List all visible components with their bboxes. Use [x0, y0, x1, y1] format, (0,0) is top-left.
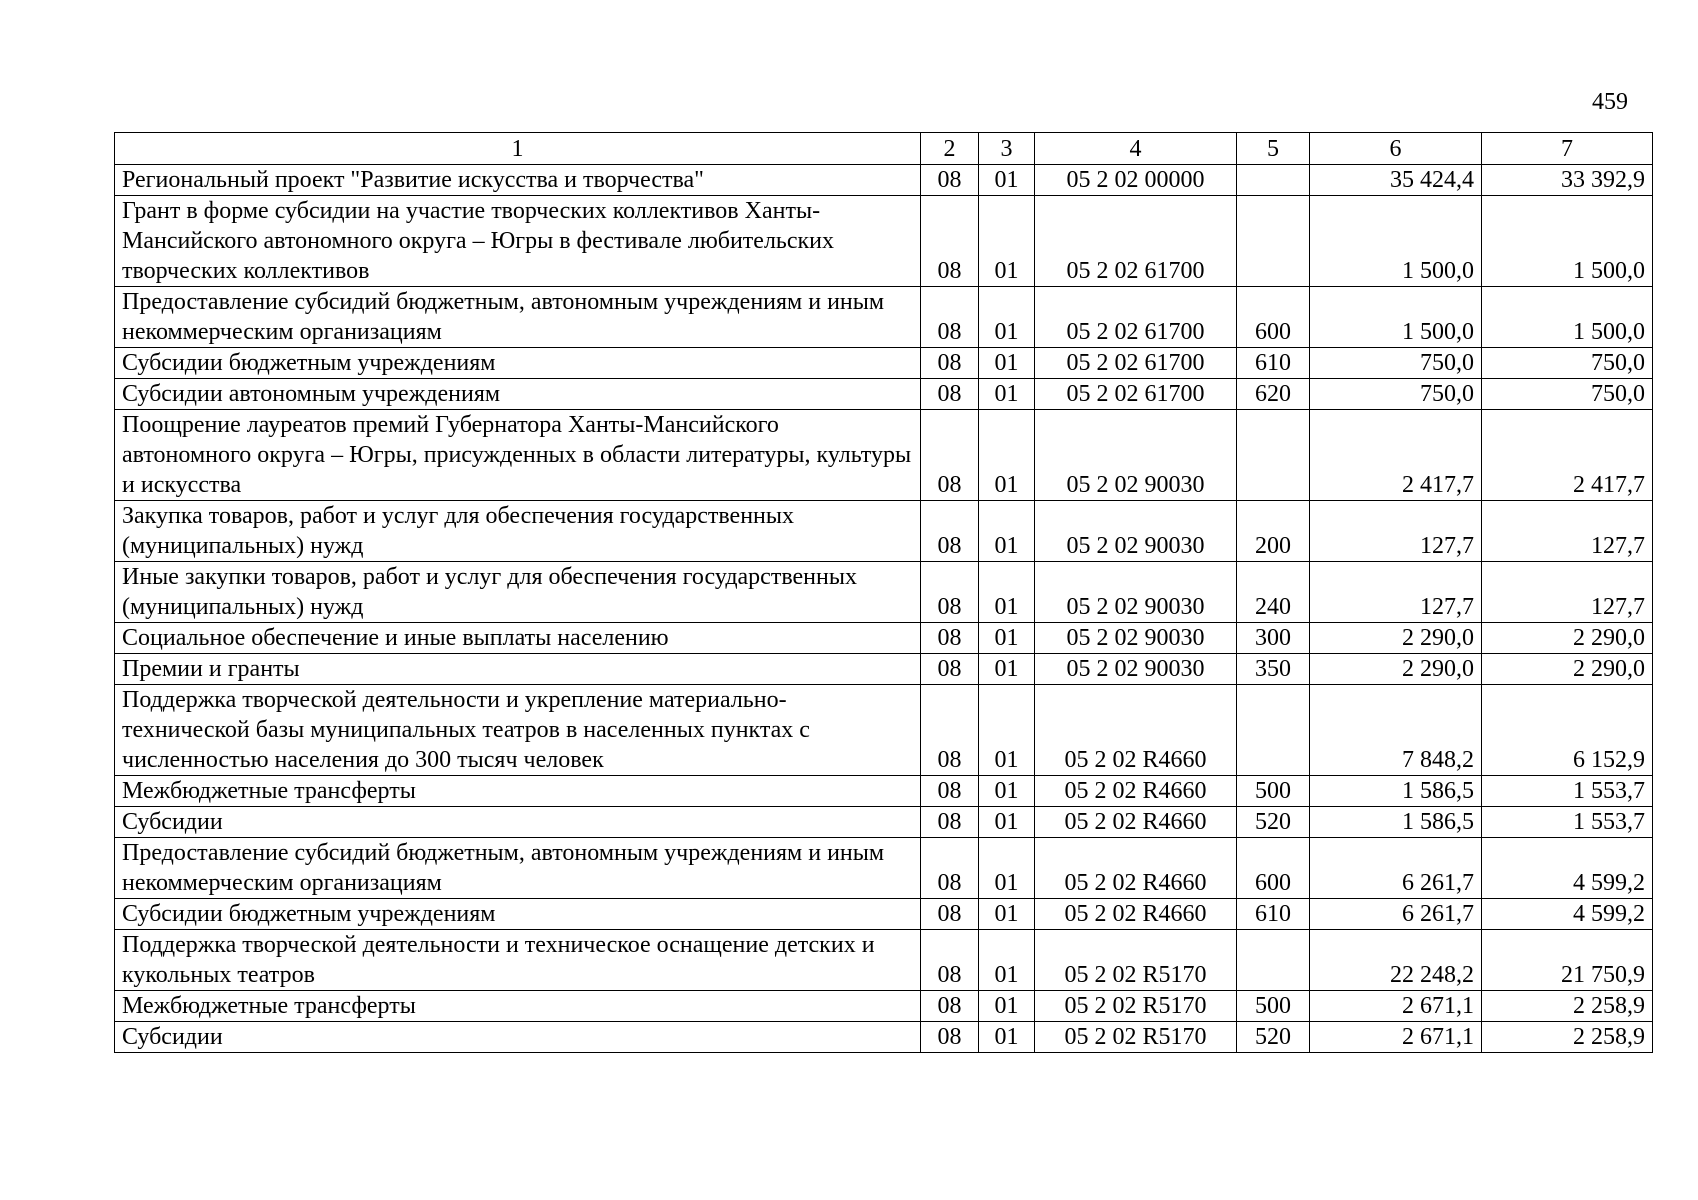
target-code-cell: 05 2 02 R4660	[1035, 899, 1237, 930]
amount-cell-7: 33 392,9	[1482, 165, 1653, 196]
section-cell: 08	[921, 287, 979, 348]
name-cell: Поддержка творческой деятельности и техническое оснащение детских и кукольных театров	[115, 930, 921, 991]
column-header-3: 3	[979, 133, 1035, 165]
amount-cell-7: 4 599,2	[1482, 838, 1653, 899]
target-code-cell: 05 2 02 R4660	[1035, 776, 1237, 807]
table-body	[115, 165, 1653, 1053]
target-code-cell: 05 2 02 61700	[1035, 196, 1237, 287]
amount-cell-6: 127,7	[1310, 501, 1482, 562]
section-cell: 08	[921, 930, 979, 991]
table-row	[115, 348, 1653, 379]
column-header-6: 6	[1310, 133, 1482, 165]
column-header-4: 4	[1035, 133, 1237, 165]
target-code-cell: 05 2 02 R4660	[1035, 685, 1237, 776]
amount-cell-6: 2 417,7	[1310, 410, 1482, 501]
name-cell: Субсидии	[115, 807, 921, 838]
target-code-cell: 05 2 02 R4660	[1035, 838, 1237, 899]
subsection-cell: 01	[979, 930, 1035, 991]
expense-type-cell: 500	[1237, 776, 1310, 807]
header-row	[115, 133, 1653, 165]
amount-cell-6: 1 586,5	[1310, 776, 1482, 807]
table-row	[115, 930, 1653, 991]
subsection-cell: 01	[979, 348, 1035, 379]
subsection-cell: 01	[979, 685, 1035, 776]
expense-type-cell: 500	[1237, 991, 1310, 1022]
amount-cell-6: 6 261,7	[1310, 838, 1482, 899]
section-cell: 08	[921, 899, 979, 930]
column-header-2: 2	[921, 133, 979, 165]
subsection-cell: 01	[979, 807, 1035, 838]
name-cell: Социальное обеспечение и иные выплаты населению	[115, 623, 921, 654]
amount-cell-6: 750,0	[1310, 379, 1482, 410]
table-row	[115, 807, 1653, 838]
amount-cell-6: 2 671,1	[1310, 1022, 1482, 1053]
name-cell: Грант в форме субсидии на участие творческих коллективов Ханты-Мансийского автономного округа – Югры в фестивале любительских творческих коллективов	[115, 196, 921, 287]
subsection-cell: 01	[979, 287, 1035, 348]
target-code-cell: 05 2 02 90030	[1035, 410, 1237, 501]
section-cell: 08	[921, 379, 979, 410]
amount-cell-6: 6 261,7	[1310, 899, 1482, 930]
amount-cell-6: 2 671,1	[1310, 991, 1482, 1022]
section-cell: 08	[921, 562, 979, 623]
amount-cell-7: 750,0	[1482, 379, 1653, 410]
name-cell: Субсидии	[115, 1022, 921, 1053]
amount-cell-7: 127,7	[1482, 501, 1653, 562]
section-cell: 08	[921, 165, 979, 196]
expense-type-cell: 240	[1237, 562, 1310, 623]
table-row	[115, 776, 1653, 807]
expense-type-cell: 600	[1237, 838, 1310, 899]
section-cell: 08	[921, 654, 979, 685]
expense-type-cell: 520	[1237, 1022, 1310, 1053]
table-row	[115, 654, 1653, 685]
amount-cell-6: 1 500,0	[1310, 196, 1482, 287]
amount-cell-6: 2 290,0	[1310, 623, 1482, 654]
section-cell: 08	[921, 838, 979, 899]
section-cell: 08	[921, 623, 979, 654]
name-cell: Предоставление субсидий бюджетным, автономным учреждениям и иным некоммерческим организациям	[115, 838, 921, 899]
amount-cell-7: 1 553,7	[1482, 776, 1653, 807]
name-cell: Межбюджетные трансферты	[115, 776, 921, 807]
expense-type-cell: 610	[1237, 348, 1310, 379]
name-cell: Субсидии автономным учреждениям	[115, 379, 921, 410]
amount-cell-7: 1 500,0	[1482, 196, 1653, 287]
target-code-cell: 05 2 02 R5170	[1035, 1022, 1237, 1053]
name-cell: Поощрение лауреатов премий Губернатора Ханты-Мансийского автономного округа – Югры, присужденных в области литературы, культуры и искусства	[115, 410, 921, 501]
target-code-cell: 05 2 02 R4660	[1035, 807, 1237, 838]
amount-cell-7: 127,7	[1482, 562, 1653, 623]
section-cell: 08	[921, 348, 979, 379]
name-cell: Субсидии бюджетным учреждениям	[115, 899, 921, 930]
section-cell: 08	[921, 807, 979, 838]
amount-cell-6: 35 424,4	[1310, 165, 1482, 196]
table-row	[115, 196, 1653, 287]
table-row	[115, 838, 1653, 899]
expense-type-cell	[1237, 165, 1310, 196]
expense-type-cell	[1237, 410, 1310, 501]
amount-cell-7: 2 290,0	[1482, 623, 1653, 654]
expense-type-cell	[1237, 930, 1310, 991]
table-row	[115, 287, 1653, 348]
expense-type-cell: 620	[1237, 379, 1310, 410]
target-code-cell: 05 2 02 61700	[1035, 379, 1237, 410]
subsection-cell: 01	[979, 1022, 1035, 1053]
subsection-cell: 01	[979, 623, 1035, 654]
amount-cell-6: 127,7	[1310, 562, 1482, 623]
column-header-7: 7	[1482, 133, 1653, 165]
section-cell: 08	[921, 1022, 979, 1053]
table-row	[115, 899, 1653, 930]
amount-cell-7: 2 258,9	[1482, 991, 1653, 1022]
name-cell: Иные закупки товаров, работ и услуг для обеспечения государственных (муниципальных) нужд	[115, 562, 921, 623]
expense-type-cell: 200	[1237, 501, 1310, 562]
target-code-cell: 05 2 02 61700	[1035, 287, 1237, 348]
target-code-cell: 05 2 02 90030	[1035, 623, 1237, 654]
name-cell: Субсидии бюджетным учреждениям	[115, 348, 921, 379]
amount-cell-6: 750,0	[1310, 348, 1482, 379]
table-row	[115, 501, 1653, 562]
expense-type-cell: 600	[1237, 287, 1310, 348]
subsection-cell: 01	[979, 991, 1035, 1022]
table-row	[115, 410, 1653, 501]
subsection-cell: 01	[979, 654, 1035, 685]
amount-cell-7: 4 599,2	[1482, 899, 1653, 930]
target-code-cell: 05 2 02 R5170	[1035, 930, 1237, 991]
section-cell: 08	[921, 991, 979, 1022]
amount-cell-7: 750,0	[1482, 348, 1653, 379]
name-cell: Региональный проект "Развитие искусства и творчества"	[115, 165, 921, 196]
target-code-cell: 05 2 02 61700	[1035, 348, 1237, 379]
subsection-cell: 01	[979, 776, 1035, 807]
section-cell: 08	[921, 776, 979, 807]
table-header	[115, 133, 1653, 165]
amount-cell-6: 1 500,0	[1310, 287, 1482, 348]
name-cell: Премии и гранты	[115, 654, 921, 685]
name-cell: Межбюджетные трансферты	[115, 991, 921, 1022]
amount-cell-6: 1 586,5	[1310, 807, 1482, 838]
amount-cell-7: 21 750,9	[1482, 930, 1653, 991]
target-code-cell: 05 2 02 90030	[1035, 562, 1237, 623]
column-header-5: 5	[1237, 133, 1310, 165]
target-code-cell: 05 2 02 R5170	[1035, 991, 1237, 1022]
target-code-cell: 05 2 02 00000	[1035, 165, 1237, 196]
subsection-cell: 01	[979, 838, 1035, 899]
subsection-cell: 01	[979, 501, 1035, 562]
table-row	[115, 562, 1653, 623]
name-cell: Закупка товаров, работ и услуг для обеспечения государственных (муниципальных) нужд	[115, 501, 921, 562]
amount-cell-6: 2 290,0	[1310, 654, 1482, 685]
section-cell: 08	[921, 685, 979, 776]
amount-cell-6: 7 848,2	[1310, 685, 1482, 776]
budget-table	[114, 132, 1653, 1053]
subsection-cell: 01	[979, 196, 1035, 287]
amount-cell-7: 2 258,9	[1482, 1022, 1653, 1053]
table-row	[115, 685, 1653, 776]
amount-cell-7: 2 290,0	[1482, 654, 1653, 685]
expense-type-cell	[1237, 685, 1310, 776]
subsection-cell: 01	[979, 410, 1035, 501]
expense-type-cell: 520	[1237, 807, 1310, 838]
table-row	[115, 165, 1653, 196]
expense-type-cell: 350	[1237, 654, 1310, 685]
section-cell: 08	[921, 410, 979, 501]
name-cell: Предоставление субсидий бюджетным, автономным учреждениям и иным некоммерческим организациям	[115, 287, 921, 348]
name-cell: Поддержка творческой деятельности и укрепление материально-технической базы муниципальных театров в населенных пунктах с численностью населения до 300 тысяч человек	[115, 685, 921, 776]
table-row	[115, 379, 1653, 410]
target-code-cell: 05 2 02 90030	[1035, 654, 1237, 685]
amount-cell-7: 1 553,7	[1482, 807, 1653, 838]
target-code-cell: 05 2 02 90030	[1035, 501, 1237, 562]
expense-type-cell: 300	[1237, 623, 1310, 654]
section-cell: 08	[921, 196, 979, 287]
expense-type-cell	[1237, 196, 1310, 287]
subsection-cell: 01	[979, 562, 1035, 623]
table-row	[115, 991, 1653, 1022]
section-cell: 08	[921, 501, 979, 562]
column-header-1: 1	[115, 133, 921, 165]
amount-cell-7: 1 500,0	[1482, 287, 1653, 348]
subsection-cell: 01	[979, 165, 1035, 196]
table-row	[115, 1022, 1653, 1053]
amount-cell-7: 2 417,7	[1482, 410, 1653, 501]
subsection-cell: 01	[979, 899, 1035, 930]
table-row	[115, 623, 1653, 654]
expense-type-cell: 610	[1237, 899, 1310, 930]
page-number: 459	[1592, 89, 1628, 115]
amount-cell-6: 22 248,2	[1310, 930, 1482, 991]
subsection-cell: 01	[979, 379, 1035, 410]
amount-cell-7: 6 152,9	[1482, 685, 1653, 776]
